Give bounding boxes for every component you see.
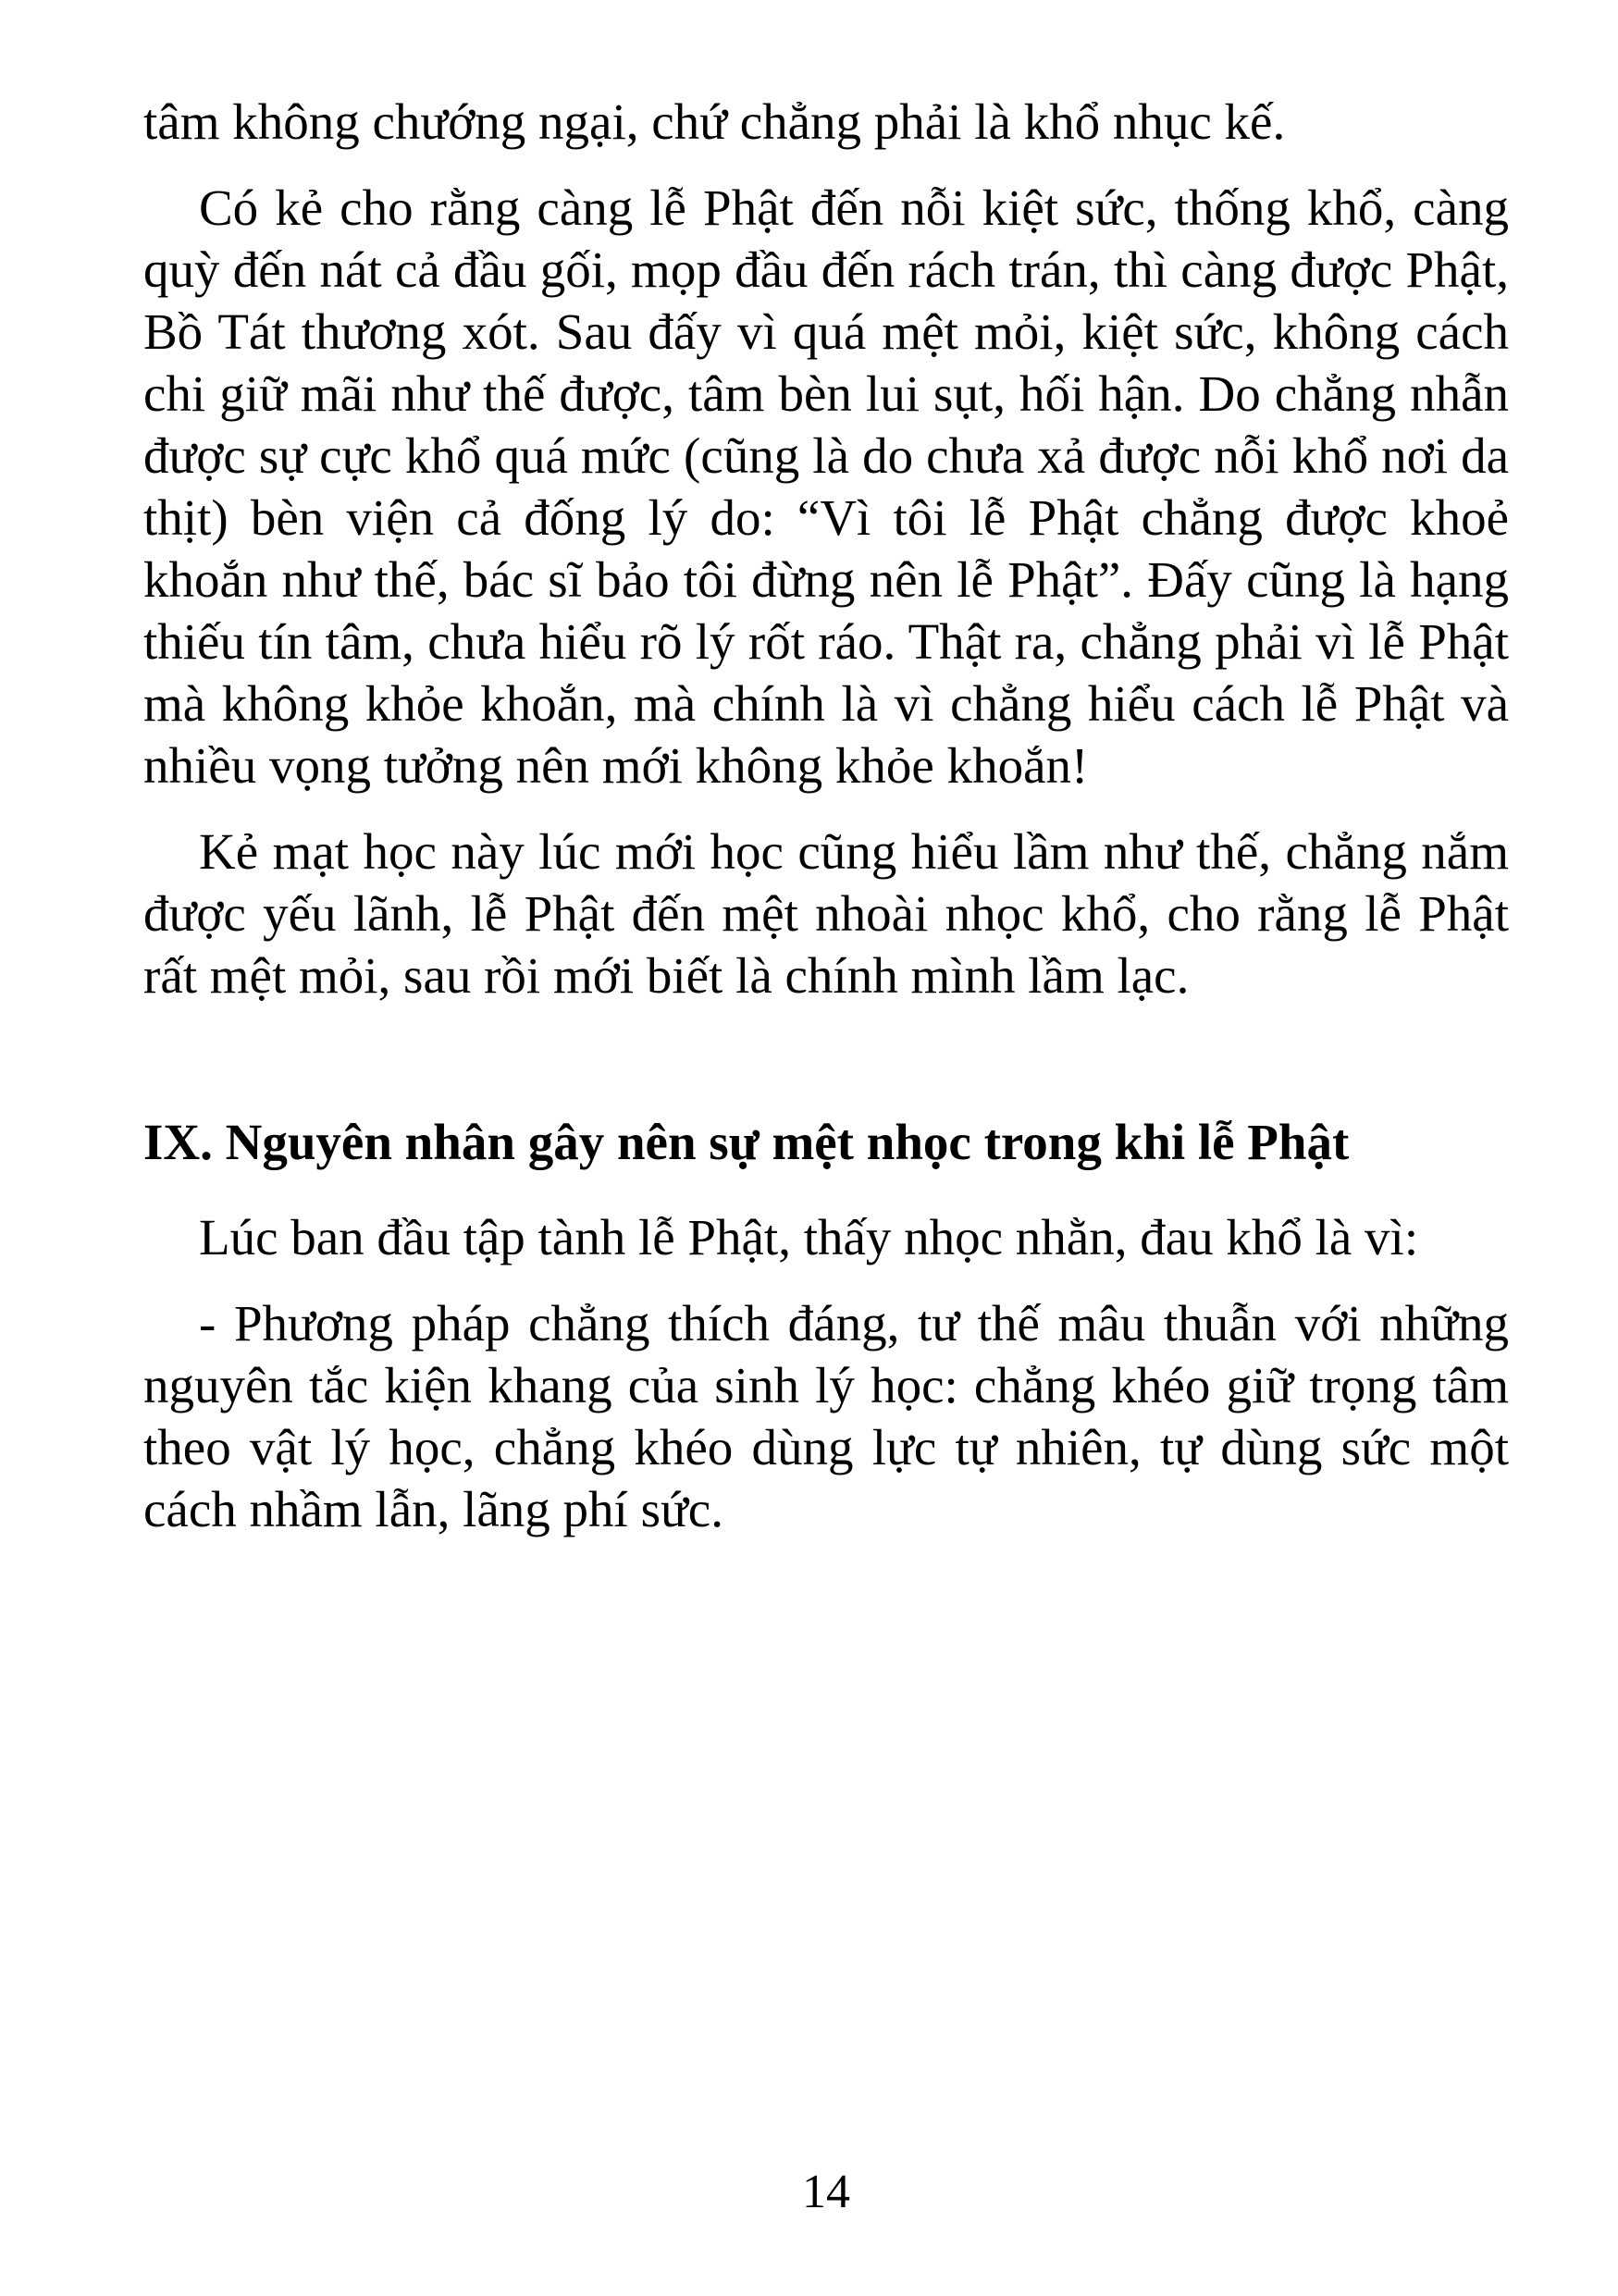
section-heading: IX. Nguyên nhân gây nên sự mệt nhọc trong khi lễ Phật	[143, 1114, 1350, 1170]
paragraph: Kẻ mạt học này lúc mới học cũng hiểu lầm như thế, chẳng nắm được yếu lãnh, lễ Phật đến mệt nhoài nhọc khổ, cho rằng lễ Phật rất mệt mỏi, sau rồi mới biết là chính mình lầm lạc.	[143, 823, 1509, 1004]
text-block	[143, 91, 1509, 1540]
paragraph: Có kẻ cho rằng càng lễ Phật đến nỗi kiệt sức, thống khổ, càng quỳ đến nát cả đầu gối, mọp đầu đến rách trán, thì càng được Phật, Bồ Tát thương xót. Sau đấy vì quá mệt mỏi, kiệt sức, không cách chi giữ mãi như thế được, tâm bèn lui sụt, hối hận. Do chẳng nhẫn được sự cực khổ quá mức (cũng là do chưa xả được nỗi khổ nơi da thịt) bèn viện cả đống lý do: “Vì tôi lễ Phật chẳng được khoẻ khoắn như thế, bác sĩ bảo tôi đừng nên lễ Phật”. Đấy cũng là hạng thiếu tín tâm, chưa hiểu rõ lý rốt ráo. Thật ra, chẳng phải vì lễ Phật mà không khỏe khoắn, mà chính là vì chẳng hiểu cách lễ Phật và nhiều vọng tưởng nên mới không khỏe khoắn!	[143, 179, 1509, 794]
page-number: 14	[802, 2166, 850, 2218]
paragraph: tâm không chướng ngại, chứ chẳng phải là khổ nhục kế.	[143, 93, 1286, 150]
page-footer	[143, 2165, 1509, 2220]
paragraph: Lúc ban đầu tập tành lễ Phật, thấy nhọc nhằn, đau khổ là vì:	[199, 1209, 1419, 1265]
paragraph: - Phương pháp chẳng thích đáng, tư thế mâu thuẫn với những nguyên tắc kiện khang của sinh lý học: chẳng khéo giữ trọng tâm theo vật lý học, chẳng khéo dùng lực tự nhiên, tự dùng sức một cách nhầm lẫn, lãng phí sức.	[143, 1295, 1509, 1537]
